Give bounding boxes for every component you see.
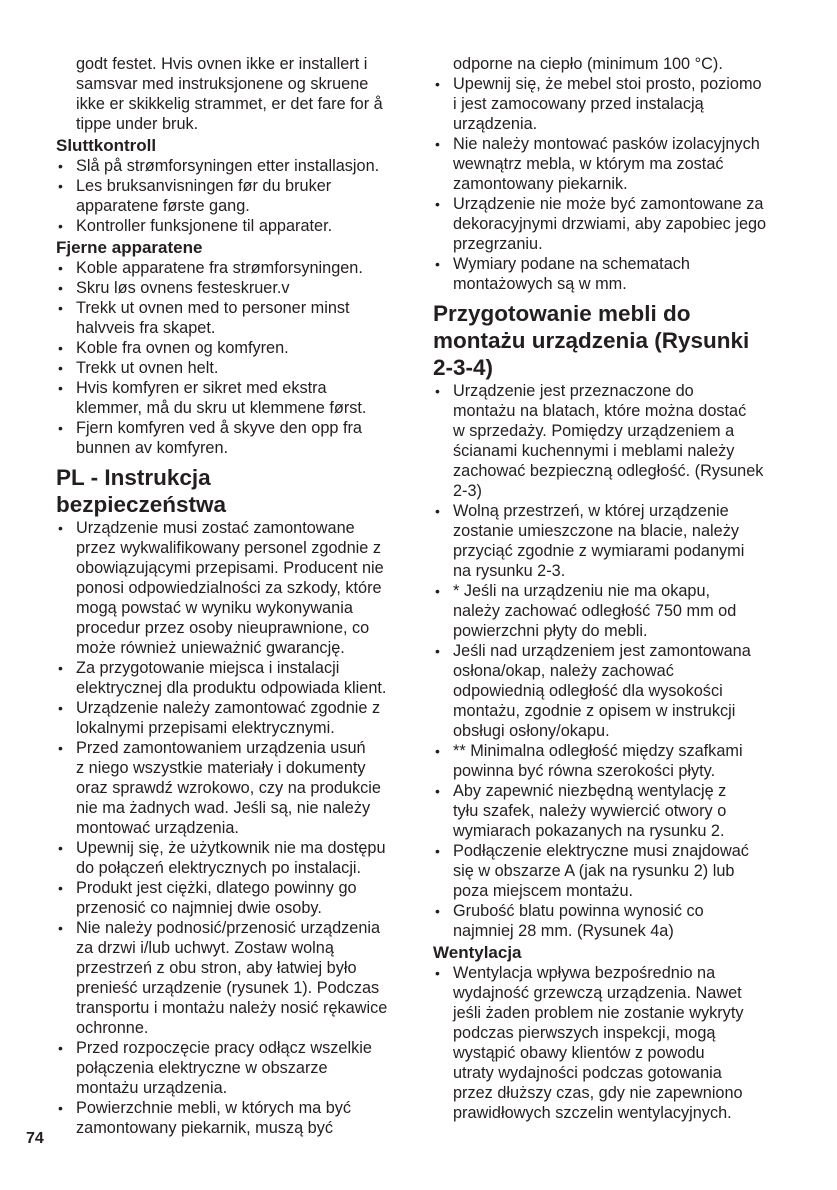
list-item-text: Przed rozpoczęcie pracy odłącz wszelkie połączenia elektryczne w obszarze montażu urządzenia.: [76, 1039, 372, 1097]
list-item: [433, 381, 803, 501]
list-item-text: Koble apparatene fra strømforsyningen.: [76, 259, 363, 277]
list-item-text: Wymiary podane na schematach montażowych są w mm.: [453, 255, 690, 293]
bullet-icon: •: [58, 880, 63, 896]
list-item: [56, 518, 416, 658]
paragraph: godt festet. Hvis ovnen ikke er installert i samsvar med instruksjonene og skruene ikke er skikkelig strammet, er det fare for å tippe under bruk.: [76, 55, 383, 133]
list-item: [433, 841, 803, 901]
bullet-icon: •: [435, 743, 440, 759]
bullet-icon: •: [58, 360, 63, 376]
list-item-text: Nie należy podnosić/przenosić urządzenia za drzwi i/lub uchwyt. Zostaw wolną przestrzeń z obu stron, aby łatwiej było prenieść urządzenie (rysunek 1). Podczas transportu i montażu należy nosić rękawice ochronne.: [76, 919, 388, 1037]
list-item: [56, 658, 416, 698]
list-item-text: Podłączenie elektryczne musi znajdować się w obszarze A (jak na rysunku 2) lub poza miejscem montażu.: [453, 842, 749, 900]
bullet-icon: •: [435, 196, 440, 212]
bullet-icon: •: [58, 420, 63, 436]
bullet-icon: •: [58, 300, 63, 316]
list-item: [56, 698, 416, 738]
list-item: [433, 581, 803, 641]
bullet-icon: •: [58, 660, 63, 676]
list-item-text: Powierzchnie mebli, w których ma być zamontowany piekarnik, muszą być: [76, 1099, 352, 1137]
list-item-text: Urządzenie jest przeznaczone do montażu na blatach, które można dostać w sprzedaży. Pomiędzy urządzeniem a ścianami kuchennymi i meblami należy zachować bezpieczną odległość. (Rysunek 2-3): [453, 382, 764, 500]
list-item: [56, 918, 416, 1038]
bullet-icon: •: [435, 965, 440, 981]
list-item: [56, 338, 416, 358]
list-item: [56, 358, 416, 378]
bullet-icon: •: [58, 520, 63, 536]
bullet-icon: •: [58, 340, 63, 356]
list-item: [433, 741, 803, 781]
list-item: [433, 901, 803, 941]
subheading: Sluttkontroll: [56, 136, 157, 155]
list-item-text: Upewnij się, że mebel stoi prosto, poziomo i jest zamocowany przed instalacją urządzenia.: [453, 75, 762, 133]
subheading: Fjerne apparatene: [56, 238, 203, 257]
paragraph: odporne na ciepło (minimum 100 °C).: [453, 55, 723, 73]
list-item-text: Grubość blatu powinna wynosić co najmniej 28 mm. (Rysunek 4a): [453, 902, 704, 940]
list-item-text: Urządzenie należy zamontować zgodnie z lokalnymi przepisami elektrycznymi.: [76, 699, 381, 737]
bullet-icon: •: [58, 380, 63, 396]
bullet-icon: •: [435, 383, 440, 399]
list-item: [433, 134, 803, 194]
right-column: [433, 54, 803, 1123]
list-item: [56, 418, 416, 458]
section-heading: PL - Instrukcja bezpieczeństwa: [56, 465, 227, 517]
list-item-text: ** Minimalna odległość między szafkami powinna być równa szerokości płyty.: [453, 742, 743, 780]
list-item: [56, 216, 416, 236]
list-item-text: Koble fra ovnen og komfyren.: [76, 339, 289, 357]
list-item-text: Nie należy montować pasków izolacyjnych wewnątrz mebla, w którym ma zostać zamontowany piekarnik.: [453, 135, 760, 193]
bullet-icon: •: [435, 503, 440, 519]
bullet-icon: •: [435, 583, 440, 599]
list-item-text: Urządzenie musi zostać zamontowane przez wykwalifikowany personel zgodnie z obowiązującymi przepisami. Producent nie ponosi odpowiedzialności za szkody, które mogą powstać w wyniku wykonywania procedur przez osoby nieuprawnione, co może również unieważnić gwarancję.: [76, 519, 384, 657]
bullet-icon: •: [58, 280, 63, 296]
list-item: [56, 156, 416, 176]
list-item: [433, 641, 803, 741]
list-item-text: Les bruksanvisningen før du bruker apparatene første gang.: [76, 177, 332, 215]
bullet-icon: •: [58, 700, 63, 716]
page-number: 74: [26, 1130, 44, 1147]
list-item-text: Hvis komfyren er sikret med ekstra klemmer, må du skru ut klemmene først.: [76, 379, 367, 417]
list-item-text: Slå på strømforsyningen etter installasjon.: [76, 157, 380, 175]
list-item-text: Urządzenie nie może być zamontowane za dekoracyjnymi drzwiami, aby zapobiec jego przegrzaniu.: [453, 195, 767, 253]
bullet-icon: •: [435, 843, 440, 859]
list-item: [433, 963, 803, 1123]
list-item-text: Fjern komfyren ved å skyve den opp fra bunnen av komfyren.: [76, 419, 362, 457]
list-item: [433, 194, 803, 254]
list-item-text: Produkt jest ciężki, dlatego powinny go przenosić co najmniej dwie osoby.: [76, 879, 357, 917]
list-item-text: Upewnij się, że użytkownik nie ma dostępu do połączeń elektrycznych po instalacji.: [76, 839, 386, 877]
list-item: [56, 738, 416, 838]
list-item: [433, 501, 803, 581]
list-item-text: Wolną przestrzeń, w której urządzenie zostanie umieszczone na blacie, należy przyciąć zgodnie z wymiarami podanymi na rysunku 2-3.: [453, 502, 745, 580]
bullet-icon: •: [58, 1100, 63, 1116]
list-item-text: Wentylacja wpływa bezpośrednio na wydajność grzewczą urządzenia. Nawet jeśli żaden problem nie zostanie wykryty podczas pierwszych inspekcji, mogą wystąpić obawy klientów z powodu utraty wydajności podczas gotowania przez dłuższy czas, gdy nie zapewniono prawidłowych szczelin wentylacyjnych.: [453, 964, 744, 1122]
bullet-icon: •: [435, 643, 440, 659]
list-item: [56, 278, 416, 298]
list-item-text: Trekk ut ovnen med to personer minst halvveis fra skapet.: [76, 299, 350, 337]
list-item: [433, 74, 803, 134]
bullet-icon: •: [58, 260, 63, 276]
bullet-icon: •: [435, 783, 440, 799]
list-item: [56, 176, 416, 216]
list-item: [56, 838, 416, 878]
list-item-text: * Jeśli na urządzeniu nie ma okapu, należy zachować odległość 750 mm od powierzchni płyty do mebli.: [453, 582, 737, 640]
bullet-icon: •: [435, 903, 440, 919]
list-item: [56, 1098, 416, 1138]
bullet-icon: •: [58, 840, 63, 856]
list-item: [56, 378, 416, 418]
list-item-text: Jeśli nad urządzeniem jest zamontowana osłona/okap, należy zachować odpowiednią odległość dla wysokości montażu, zgodnie z opisem w instrukcji obsługi osłony/okapu.: [453, 642, 751, 740]
bullet-icon: •: [435, 136, 440, 152]
bullet-icon: •: [435, 256, 440, 272]
list-item: [56, 298, 416, 338]
bullet-icon: •: [58, 218, 63, 234]
bullet-icon: •: [58, 178, 63, 194]
list-item: [56, 1038, 416, 1098]
list-item: [433, 254, 803, 294]
bullet-icon: •: [58, 1040, 63, 1056]
list-item-text: Kontroller funksjonene til apparater.: [76, 217, 333, 235]
left-column: [56, 54, 416, 1138]
list-item: [56, 258, 416, 278]
list-item-text: Trekk ut ovnen helt.: [76, 359, 219, 377]
section-heading: Przygotowanie mebli do montażu urządzenia (Rysunki 2-3-4): [433, 301, 750, 380]
bullet-icon: •: [58, 740, 63, 756]
bullet-icon: •: [58, 920, 63, 936]
list-item: [56, 878, 416, 918]
list-item-text: Aby zapewnić niezbędną wentylację z tyłu szafek, należy wywiercić otwory o wymiarach pokazanych na rysunku 2.: [453, 782, 727, 840]
list-item: [433, 781, 803, 841]
bullet-icon: •: [435, 76, 440, 92]
bullet-icon: •: [58, 158, 63, 174]
list-item-text: Za przygotowanie miejsca i instalacji elektrycznej dla produktu odpowiada klient.: [76, 659, 387, 697]
list-item-text: Przed zamontowaniem urządzenia usuń z niego wszystkie materiały i dokumenty oraz sprawdź wzrokowo, czy na produkcie nie ma żadnych wad. Jeśli są, nie należy montować urządzenia.: [76, 739, 381, 837]
subheading: Wentylacja: [433, 943, 522, 962]
list-item-text: Skru løs ovnens festeskruer.v: [76, 279, 290, 297]
